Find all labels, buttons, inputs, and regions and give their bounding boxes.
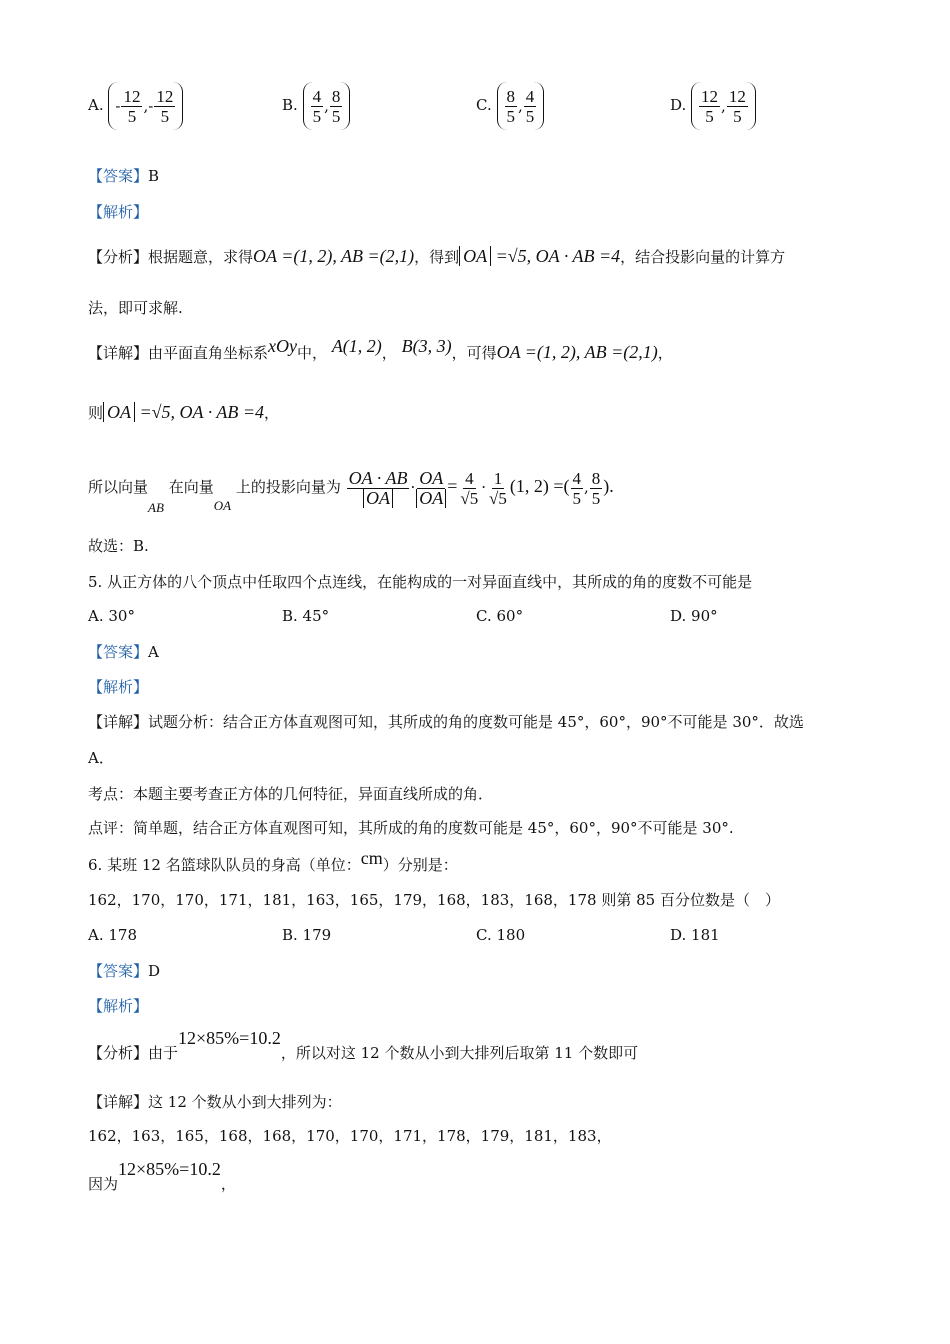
q4-option-a: A. - $\frac{12}{5}$ , - $\frac{12}{5}$ bbox=[88, 82, 183, 130]
q6-sorted-list: 162，163，165，168，168，170，170，171，178，179，181，183， bbox=[88, 1127, 612, 1145]
q4-fenxi-line-1: 【分析】根据题意，求得OA =(1, 2), AB =(2,1)，得到 OA =√5, OA · AB =4，结合投影向量的计算方 bbox=[88, 246, 786, 266]
q6-fenxi: 【分析】由于12×85%=10.2，所以对这 12 个数从小到大排列后取第 11 个数即可 bbox=[88, 1028, 639, 1062]
q6-stem: 6. 某班 12 名篮球队队员的身高（单位：cm）分别是： bbox=[88, 848, 458, 874]
q5-stem: 5. 从正方体的八个顶点中任取四个点连线，在能构成的一对异面直线中，其所成的角的度数不可能是 bbox=[88, 573, 753, 591]
q4-detail-line-1: 【详解】由平面直角坐标系xOy中， A(1, 2)， B(3, 3)，可得OA =(1, 2), AB =(2,1)， bbox=[88, 336, 673, 362]
q5-option-a: A. 30° bbox=[88, 607, 135, 625]
q6-data-line: 162，170，170，171，181，163，165，179，168，183，168，178 则第 85 百分位数是（ ） bbox=[88, 891, 780, 909]
q5-option-d: D. 90° bbox=[670, 607, 718, 625]
q5-option-c: C. 60° bbox=[476, 607, 524, 625]
q5-analysis-heading: 【解析】 bbox=[88, 678, 149, 696]
q6-detail-line-1: 【详解】这 12 个数从小到大排列为： bbox=[88, 1093, 342, 1111]
q4-option-c: C. $\frac{8}{5}$ , $\frac{4}{5}$ bbox=[476, 82, 544, 130]
q4-option-d: D. $\frac{12}{5}$ , $\frac{12}{5}$ bbox=[670, 82, 756, 130]
q4-detail-line-3: 所以向量AB 在向量OA 上的投影向量为 $\frac{OA \cdot AB}{OA}$ · $\frac{OA}{OA}$ = $\frac{4}{√5}$ · $\frac{1}{√5}$ (1, 2) =( $\frac{4}{5}$ , $\frac{8}{5}$ ). bbox=[88, 467, 614, 515]
q5-detail-line-1: 【详解】试题分析：结合正方体直观图可知，其所成的角的度数可能是 45°，60°，90°不可能是 30°．故选 bbox=[88, 713, 804, 731]
q4-analysis-heading: 【解析】 bbox=[88, 203, 149, 221]
q6-because: 因为12×85%=10.2， bbox=[88, 1159, 236, 1193]
q6-option-d: D. 181 bbox=[670, 926, 720, 944]
q6-option-c: C. 180 bbox=[476, 926, 526, 944]
q6-answer: 【答案】D bbox=[88, 962, 161, 980]
q5-kaodian: 考点：本题主要考查正方体的几何特征，异面直线所成的角． bbox=[88, 785, 494, 803]
q4-detail-line-2: 则 OA =√5, OA · AB =4， bbox=[88, 402, 280, 422]
q5-dianping: 点评：简单题，结合正方体直观图可知，其所成的角的度数可能是 45°，60°，90°不可能是 30°. bbox=[88, 819, 734, 837]
q6-analysis-heading: 【解析】 bbox=[88, 997, 149, 1015]
q6-option-b: B. 179 bbox=[282, 926, 332, 944]
q4-fenxi-line-2: 法，即可求解. bbox=[88, 299, 183, 317]
q4-answer: 【答案】B bbox=[88, 167, 160, 185]
q5-answer: 【答案】A bbox=[88, 643, 159, 661]
q4-choose: 故选：B. bbox=[88, 537, 149, 555]
q5-option-b: B. 45° bbox=[282, 607, 330, 625]
q5-detail-line-2: A． bbox=[88, 749, 114, 767]
q4-option-b: B. $\frac{4}{5}$ , $\frac{8}{5}$ bbox=[282, 82, 350, 130]
q6-option-a: A. 178 bbox=[88, 926, 137, 944]
